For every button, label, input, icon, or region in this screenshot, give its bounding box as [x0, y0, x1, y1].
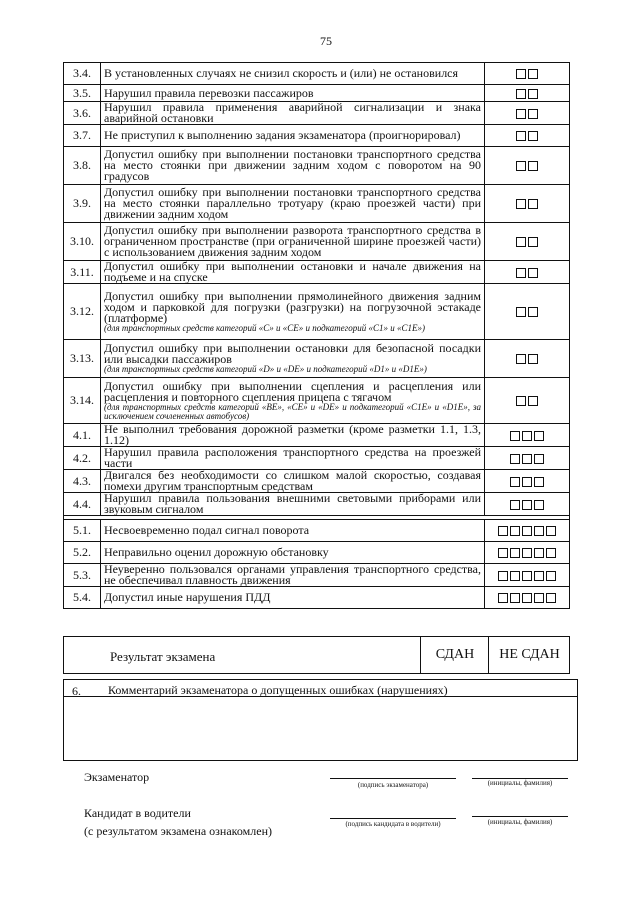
- violation-description: Нарушил правила пользования внешними световыми приборами или звуковым сигналом: [104, 491, 481, 516]
- violation-description-cell: [101, 85, 485, 102]
- penalty-checkbox[interactable]: [516, 161, 526, 171]
- violation-description: В установленных случаях не снизил скорость и (или) не остановился: [104, 66, 459, 80]
- violation-code: 5.2.: [64, 542, 101, 564]
- penalty-checkbox[interactable]: [510, 548, 520, 558]
- violation-description-cell: [101, 378, 485, 424]
- penalty-checkbox[interactable]: [522, 431, 532, 441]
- comment-code: 6.: [72, 684, 81, 698]
- penalty-checkbox[interactable]: [528, 307, 538, 317]
- violation-description-cell: [101, 587, 485, 609]
- penalty-checkbox[interactable]: [528, 354, 538, 364]
- page-number: 75: [320, 34, 332, 48]
- violation-code: 3.10.: [64, 223, 101, 261]
- penalty-checkbox[interactable]: [516, 109, 526, 119]
- violation-description: Допустил ошибку при выполнении разворота транспортного средства в ограниченном пространстве (при ограниченной ширине проезжей части) с использованием движения задним ходом: [104, 223, 481, 259]
- penalty-checkboxes: [485, 520, 570, 542]
- penalty-checkboxes: [485, 125, 570, 147]
- examiner-comment-box: [63, 679, 578, 761]
- candidate-ack-label: (с результатом экзамена ознакомлен): [84, 824, 272, 838]
- comment-divider: [64, 696, 577, 697]
- violation-description-cell: [101, 424, 485, 447]
- penalty-checkbox[interactable]: [528, 268, 538, 278]
- penalty-checkboxes: [485, 63, 570, 85]
- penalty-checkboxes: [485, 447, 570, 470]
- violation-description: Двигался без необходимости со слишком малой скоростью, создавая помехи другим транспортным средствам: [104, 468, 481, 493]
- violation-code: 3.8.: [64, 147, 101, 185]
- penalty-checkbox[interactable]: [534, 593, 544, 603]
- penalty-checkbox[interactable]: [534, 431, 544, 441]
- examiner-label: Экзаменатор: [84, 770, 150, 784]
- violation-description: Нарушил правила применения аварийной сигнализации и знака аварийной остановки: [104, 100, 481, 125]
- table-row: [64, 447, 570, 470]
- penalty-checkbox[interactable]: [522, 571, 532, 581]
- exam-result-row: [63, 636, 570, 674]
- penalty-checkbox[interactable]: [516, 89, 526, 99]
- penalty-checkbox[interactable]: [522, 454, 532, 464]
- penalty-checkboxes: [485, 587, 570, 609]
- violation-description-cell: [101, 447, 485, 470]
- examiner-signature-caption: (подпись экзаменатора): [357, 781, 429, 789]
- examiner-signature-line[interactable]: [330, 778, 456, 779]
- violation-description: Несвоевременно подал сигнал поворота: [104, 523, 310, 537]
- penalty-checkbox[interactable]: [516, 69, 526, 79]
- violation-description-cell: [101, 564, 485, 587]
- penalty-checkboxes: [485, 470, 570, 493]
- penalty-checkbox[interactable]: [534, 477, 544, 487]
- violation-description-cell: [101, 542, 485, 564]
- penalty-checkbox[interactable]: [516, 307, 526, 317]
- table-row: [64, 261, 570, 284]
- table-row: [64, 424, 570, 447]
- penalty-checkbox[interactable]: [516, 237, 526, 247]
- table-row: [64, 470, 570, 493]
- penalty-checkbox[interactable]: [528, 199, 538, 209]
- violation-description-cell: [101, 470, 485, 493]
- violation-description-cell: [101, 63, 485, 85]
- candidate-signature-caption: (подпись кандидата в водители): [345, 820, 441, 828]
- penalty-checkbox[interactable]: [510, 431, 520, 441]
- penalty-checkboxes: [485, 378, 570, 424]
- table-row: [64, 564, 570, 587]
- penalty-checkbox[interactable]: [510, 571, 520, 581]
- violation-note: (для транспортных средств категорий «D» и «DE» и подкатегорий «D1» и «D1E»): [104, 364, 427, 374]
- table-row: [64, 147, 570, 185]
- penalty-checkbox[interactable]: [534, 526, 544, 536]
- penalty-checkbox[interactable]: [516, 131, 526, 141]
- penalty-checkbox[interactable]: [546, 571, 556, 581]
- penalty-checkbox[interactable]: [546, 593, 556, 603]
- result-failed-cell[interactable]: НЕ СДАН: [488, 637, 570, 673]
- penalty-checkboxes: [485, 102, 570, 125]
- table-row: [64, 378, 570, 424]
- violation-code: 4.2.: [64, 447, 101, 470]
- penalty-checkboxes: [485, 185, 570, 223]
- penalty-checkboxes: [485, 493, 570, 516]
- penalty-checkboxes: [485, 284, 570, 340]
- penalty-checkbox[interactable]: [510, 477, 520, 487]
- examiner-name-caption: (инициалы, фамилия): [487, 779, 553, 787]
- penalty-checkbox[interactable]: [510, 593, 520, 603]
- violation-note: (для транспортных средств категорий «BE», «CE» и «DE» и подкатегорий «C1E» и «D1E», за исключением сочлененных автобусов): [104, 401, 481, 421]
- table-row: [64, 85, 570, 102]
- penalty-checkbox[interactable]: [498, 571, 508, 581]
- penalty-checkbox[interactable]: [510, 526, 520, 536]
- table-row: [64, 520, 570, 542]
- penalty-checkbox[interactable]: [534, 500, 544, 510]
- penalty-checkbox[interactable]: [516, 199, 526, 209]
- violation-description: Допустил ошибку при выполнении постановки транспортного средства на место стоянки при движении задним ходом с поворотом на 90 градусов: [104, 147, 481, 183]
- violation-note: (для транспортных средств категорий «C» и «CE» и подкатегорий «C1» и «C1E»): [104, 322, 425, 333]
- violation-code: 3.13.: [64, 340, 101, 378]
- violation-description: Допустил ошибку при выполнении прямолинейного движения задним ходом и парковкой для погрузки (разгрузки) на погрузочной эстакаде (платформе): [104, 288, 481, 325]
- violation-code: 3.14.: [64, 378, 101, 424]
- penalty-checkbox[interactable]: [528, 69, 538, 79]
- penalty-checkboxes: [485, 424, 570, 447]
- violation-code: 3.5.: [64, 85, 101, 102]
- penalty-checkbox[interactable]: [546, 526, 556, 536]
- violation-description: Не приступил к выполнению задания экзаменатора (проигнорировал): [104, 128, 461, 142]
- violation-description-cell: [101, 223, 485, 261]
- violations-table: [63, 62, 570, 609]
- violation-code: 3.12.: [64, 284, 101, 340]
- penalty-checkbox[interactable]: [528, 89, 538, 99]
- violation-code: 4.3.: [64, 470, 101, 493]
- penalty-checkbox[interactable]: [510, 500, 520, 510]
- violation-code: 5.1.: [64, 520, 101, 542]
- violation-description: Неправильно оценил дорожную обстановку: [104, 545, 329, 559]
- penalty-checkbox[interactable]: [510, 454, 520, 464]
- exam-result-label: Результат экзамена: [110, 649, 216, 664]
- penalty-checkbox[interactable]: [516, 396, 526, 406]
- violation-description: Допустил иные нарушения ПДД: [104, 590, 271, 604]
- table-row: [64, 125, 570, 147]
- violation-description: Нарушил правила расположения транспортного средства на проезжей части: [104, 445, 481, 470]
- table-row: [64, 284, 570, 340]
- penalty-checkbox[interactable]: [528, 109, 538, 119]
- violation-code: 3.9.: [64, 185, 101, 223]
- result-passed-cell[interactable]: СДАН: [420, 637, 489, 673]
- penalty-checkbox[interactable]: [522, 526, 532, 536]
- penalty-checkbox[interactable]: [534, 548, 544, 558]
- penalty-checkboxes: [485, 340, 570, 378]
- penalty-checkbox[interactable]: [498, 526, 508, 536]
- violation-code: 4.4.: [64, 493, 101, 516]
- violation-code: 3.11.: [64, 261, 101, 284]
- penalty-checkbox[interactable]: [528, 161, 538, 171]
- violation-description-cell: [101, 493, 485, 516]
- penalty-checkbox[interactable]: [528, 396, 538, 406]
- penalty-checkbox[interactable]: [522, 477, 532, 487]
- penalty-checkbox[interactable]: [516, 268, 526, 278]
- violation-code: 4.1.: [64, 424, 101, 447]
- penalty-checkbox[interactable]: [534, 571, 544, 581]
- violation-description: Неуверенно пользовался органами управления транспортного средства, не обеспечивал плавность движения: [104, 562, 481, 587]
- candidate-name-caption: (инициалы, фамилия): [487, 818, 553, 826]
- violation-description: Допустил ошибку при выполнении сцепления и расцепления или расцепления и повторного сцепления прицепа с тягачом: [104, 378, 481, 404]
- violation-description: Нарушил правила перевозки пассажиров: [104, 85, 314, 100]
- penalty-checkbox[interactable]: [528, 237, 538, 247]
- violation-description-cell: [101, 185, 485, 223]
- violation-description-cell: [101, 147, 485, 185]
- table-row: [64, 542, 570, 564]
- table-row: [64, 185, 570, 223]
- penalty-checkboxes: [485, 223, 570, 261]
- penalty-checkbox[interactable]: [528, 131, 538, 141]
- violation-description-cell: [101, 125, 485, 147]
- table-row: [64, 493, 570, 516]
- violation-code: 5.4.: [64, 587, 101, 609]
- penalty-checkbox[interactable]: [522, 593, 532, 603]
- candidate-label: Кандидат в водители: [84, 806, 191, 820]
- table-row: [64, 63, 570, 85]
- table-row: [64, 587, 570, 609]
- violation-description: Допустил ошибку при выполнении остановки и начале движения на подъеме и на спуске: [104, 259, 481, 284]
- penalty-checkbox[interactable]: [498, 548, 508, 558]
- violation-code: 3.7.: [64, 125, 101, 147]
- penalty-checkbox[interactable]: [534, 454, 544, 464]
- violation-description-cell: [101, 284, 485, 340]
- table-row: [64, 223, 570, 261]
- penalty-checkbox[interactable]: [516, 354, 526, 364]
- violation-code: 3.4.: [64, 63, 101, 85]
- penalty-checkboxes: [485, 564, 570, 587]
- penalty-checkboxes: [485, 261, 570, 284]
- table-row: [64, 340, 570, 378]
- penalty-checkbox[interactable]: [522, 548, 532, 558]
- table-row: [64, 102, 570, 125]
- comment-label: Комментарий экзаменатора о допущенных ошибках (нарушениях): [108, 683, 448, 697]
- violation-description-cell: [101, 261, 485, 284]
- violation-description-cell: [101, 340, 485, 378]
- penalty-checkboxes: [485, 85, 570, 102]
- penalty-checkboxes: [485, 542, 570, 564]
- violation-code: 5.3.: [64, 564, 101, 587]
- penalty-checkbox[interactable]: [498, 593, 508, 603]
- penalty-checkbox[interactable]: [546, 548, 556, 558]
- violation-description-cell: [101, 102, 485, 125]
- violation-description: Допустил ошибку при выполнении постановки транспортного средства на место стоянки параллельно тротуару (краю проезжей части) при движении задним ходом: [104, 185, 481, 221]
- penalty-checkboxes: [485, 147, 570, 185]
- violation-description-cell: [101, 520, 485, 542]
- candidate-name-line[interactable]: [472, 816, 568, 817]
- violation-description: Не выполнил требования дорожной разметки (кроме разметки 1.1, 1.3, 1.12): [104, 422, 481, 447]
- violation-description: Допустил ошибку при выполнении остановки для безопасной посадки или высадки пассажиров: [104, 341, 481, 366]
- candidate-signature-line[interactable]: [330, 818, 456, 819]
- penalty-checkbox[interactable]: [522, 500, 532, 510]
- violation-code: 3.6.: [64, 102, 101, 125]
